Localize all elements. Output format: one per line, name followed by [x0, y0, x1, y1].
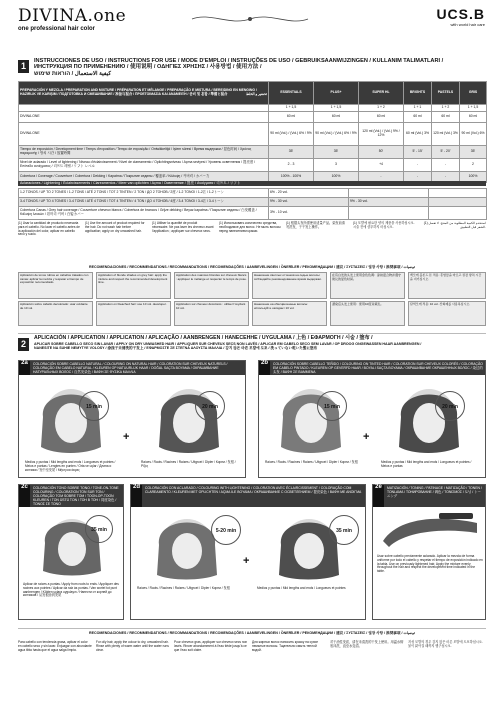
ucs-tagline: with world hair care — [450, 22, 485, 27]
ornament-divider — [190, 10, 310, 28]
table-cell: - — [359, 172, 404, 183]
step-caption: Raíces / Roots / Racines / Raízes / Uitgroei / Dipler / Корни / 发根 — [265, 460, 358, 464]
lightening-band: Aclaraciones / Lightening / Éclaircissements / Clareamentos / Meer van oplichten / Açma / Осветление / 提亮 / Ανοίγματα / 리프트 / リフト — [18, 181, 486, 186]
brand-logo: DIVINA.one — [18, 6, 127, 26]
row-label: DIVINA.ONE — [19, 123, 269, 146]
ratio-cell: 1 + 1,5 — [314, 105, 359, 112]
section-2-title-line3: NANESITE NA SUHIE NEMYTYE VOLOSY / 涂抹于未清洗的干发上 / ΕΦΑΡΜΟΣΤΕ ΣΕ ΣΤΕΓΝΑ ΑΛΟΥΣΤΑ ΜΑΛΛΙΑ / 감지 않은 마른 모발에 도포 / 洗っていない乾いた髪に塗布 — [34, 346, 318, 351]
recommendation-box: Application on bleached hair: use 10 vol. developer. — [96, 301, 171, 326]
table-cell: 100% — [460, 172, 487, 183]
recommendation-box: 백모에 블론드 톤 적용: 혼합물을 바르고 권장 방치 시간을 지키십시오. — [408, 272, 486, 299]
recommendation-box: Нанесение на обесцвеченные волосы: используйте оксидант 10 vol. — [252, 301, 327, 326]
step-caption: Medios y puntas / Mid lengths and ends / Longueurs et pointes — [257, 586, 346, 590]
step-2d-tag: 2d — [131, 485, 142, 507]
table-cell: 60 ml (Vol.) 3% — [404, 123, 432, 146]
hair-illustration — [139, 377, 239, 459]
table-cell: 90 ml (Vol.) / (Vol.) 6% / 9% — [269, 123, 314, 146]
recommendation-box: Нанесение светлых оттенков на седые волосы: соблюдайте рекомендованное время выдержки. — [252, 272, 327, 299]
section-1-title-line3: كيفية الاستعمال / הוראות שימוש — [34, 70, 112, 77]
recommendation-box: Application of blonde shades on grey hair: apply the mixture and respect the recommended development time. — [96, 272, 171, 299]
table-cell: 90 ml (Vol.) / (Vol.) 6% / 9% — [314, 123, 359, 146]
footer-text: For oily hair, apply the colour to dry, unwashed hair. Rinse with plenty of warm water until the water runs clear. — [96, 640, 169, 652]
step-2e-panel — [372, 484, 486, 620]
footer-text: Pour cheveux gras, appliquer sur cheveux secs non lavés. Rincer abondamment à l'eau tiède jusqu'à ce que l'eau soit claire. — [174, 640, 248, 652]
recommendations-grid — [18, 272, 486, 328]
table-cell: 100% — [314, 172, 359, 183]
table-row — [19, 159, 487, 172]
table-row — [19, 146, 487, 159]
table-cell: 100% - 100% — [269, 172, 314, 183]
table-row — [19, 189, 487, 198]
recommendation-box: Aplicación sobre cabello decolorado: usar oxidante de 10 vol. — [18, 301, 93, 326]
plus-icon: + — [363, 431, 370, 443]
table-cell: - — [404, 159, 432, 172]
step-2b-header: 2b COLORACIÓN SOBRE CABELLO TEÑIDO / COLOURING ON TINTED HAIR / COLORATION SUR CHEVEUX COLORÉS / COLORAÇÃO EM CABELO PINTADO / KLEUREN OP GEVERFD HAAR / BOYALI SAÇTA BOYAMA / ОКРАШИВАНИЕ ОКРАШЕННЫХ ВОЛОС / 染过的头发 / ΒΑΦΗ ΣΕ ΒΑΜΜΕΝΑ — [259, 361, 485, 375]
row-label: 1-2 TONOS / UP TO 2 TONES / 1-2 TONS / ATÉ 2 TONS / TOT 2 TINTEN / 2 TON / ДО 2 ТОНОВ / 2度 / 1-2 ΤΟΝΟΙ / 1-2톤 / 1-2トーン — [19, 189, 269, 198]
note-text: (1) استخدم الكمية المطلوبة من المنتج. لا تغسل الشعر قبل التطبيق. — [423, 221, 486, 229]
step-caption: Raíces / Roots / Racines / Raízes / Uitgroei / Dipler / Корни / 发根 / Ρίζες — [141, 460, 236, 468]
brand-tagline: one professional hair color — [18, 26, 96, 32]
step-caption: Medios y puntas / Mid lengths and ends / Longueurs et pointes / Meios e pontas / Lengtes en punten / Orta ve uçlar / Длина и кончики / 发中至发尾 / Μήκη και άκρες — [25, 460, 116, 472]
section-1-title-line1: INSTRUCCIONES DE USO / INSTRUCTIONS FOR USE / MODE D'EMPLOI / INSTRUÇÕES DE USO / GEBRUIKSAANWIJZINGEN / KULLANIM TALIMATLARI / — [34, 58, 444, 64]
row-label: DIVINA.ONE — [19, 112, 269, 123]
table-row — [19, 198, 487, 207]
step-2e-tag: 2e — [373, 485, 384, 507]
table-cell: 90 ml (Vol.) 6% — [460, 123, 487, 146]
column-header: PLUS+ — [314, 82, 359, 105]
table-cell: - — [432, 159, 460, 172]
recommendation-box: Aplicación de tonos rubios en cabellos tratados con canas: aplicar la mezcla y respetar el tiempo de exposición recomendado. — [18, 272, 93, 299]
recommendation-box: 在有白发的头发上使用金色色调：涂抹混合物并遵守建议的显色时间。 — [330, 272, 405, 299]
recommendation-box: Application sur cheveux décolorés : utiliser l'oxydant 10 vol. — [174, 301, 249, 326]
footer-text: 지성 모발의 경우 감지 않은 마른 모발에 도포하십시오. 물이 맑아질 때까지 헹구십시오. — [408, 640, 483, 648]
footer-text: 对于油性发质，请在未清洗的干发上使用。用温水彻底冲洗，直至水变清。 — [330, 640, 404, 648]
timer-stamp: 35 min — [85, 515, 113, 543]
hair-illustration — [25, 377, 117, 459]
row-label: Nivel de aclarado / Level of lightening / Niveau d'éclaircissement / Nível de clareamento / Oplichtingsniveau / Açma seviyesi / Уровень осветления / 提亮度 / Επίπεδο ανοίγματος / 리프트 레벨 / リフト レベル — [19, 159, 269, 172]
hair-illustration — [379, 511, 481, 551]
note-text: (1) Utiliser la quantité de produit nécessaire. Ne pas laver les cheveux avant l'application ; appliquer sur cheveux secs. — [152, 221, 214, 233]
recommendation-box: Application des nuances blondes sur cheveux blancs : appliquer le mélange et respecter le temps de pose. — [174, 272, 249, 299]
row-label: Cobertura Canas / Grey hair coverage / Couverture cheveux blancs / Cobertura de brancos / Grijze dekking / Beyaz kapatma / Покрытие седины / 白发覆盖 / Κάλυψη λευκών / 흰머리 커버 / 白髪カバー — [19, 207, 269, 220]
step-2b-tag: 2b — [259, 361, 270, 375]
table-cell: 6% - 20 vol. — [269, 189, 349, 198]
ratio-cell: 1 + 2 — [432, 105, 460, 112]
table-cell: 60 ml — [359, 112, 404, 123]
step-2a-tag: 2a — [19, 361, 30, 375]
recommendation-box: 漂染后头发上使用：使用10度双氧乳。 — [330, 301, 405, 326]
step-2c-header: 2c COLORACIÓN TONO SOBRE TONO / TONE-ON-TONE COLOURING / COLORATION TON SUR TON / COLORAÇÃO TOM SOBRE TOM / TOON-OP-TOON KLEUREN / TON ÜSTÜ TON / ТОН В ТОН / 同度染色 / ΤΟΝΟΣ ΣΕ ΤΟΝΟ — [19, 485, 123, 507]
row-label: Cobertura / Coverage / Couverture / Cobertura / Dekking / Kapatma / Покрытие седины / 覆盖率 / Κάλυψη / 커버력 / カバー力 — [19, 172, 269, 183]
column-header: ESSENTIALS — [269, 82, 314, 105]
section-1-title — [34, 58, 489, 77]
step-2c-tag: 2c — [19, 485, 30, 507]
divider — [18, 333, 486, 334]
table-header-label: PREPARACIÓN Y MEZCLA / PREPARATION AND MIXTURE / PRÉPARATION ET MÉLANGE / PREPARAÇÃO E MISTURA / BEREIDING EN MENGING / HAZIRLIK VE KARIŞIM / ПОДГОТОВКА И СМЕШИВАНИЕ / 准备与混合 / ΠΡΟΕΤΟΙΜΑΣΙΑ ΚΑΙ ΑΝΑΜΕΙΞΗ / 준비 및 혼합 / 準備と混合 تحضير و الخلط — [19, 82, 269, 105]
table-cell: 60 ml — [432, 112, 460, 123]
table-cell: 35' — [269, 146, 314, 159]
table-cell: 120 ml (Vol.) 3% — [432, 123, 460, 146]
step-2e-header: 2e MATIZACIÓN / TONING / PATINAGE / MATIZAÇÃO / TONEN / TONLAMA / ТОНИРОВАНИЕ / 调色 / ΤΟΝΙΣΜΟΣ / 토닝 / トーニング — [373, 485, 485, 507]
step-caption: Usar sobre cabello previamente aclarado. Aplicar la mezcla de forma uniforme por todo el cabello y respetar el tiempo de exposición indicado en la tabla. Use on previously lightened hair. Apply the mixture evenly throughout the hair and respect the development time indicated in the table. — [377, 554, 483, 574]
table-cell: - — [404, 172, 432, 183]
table-cell: 9% - 30 vol. — [349, 198, 429, 207]
section-1-number: 1 — [18, 60, 29, 73]
note-text: (1) Use the amount of product required for the hair. Do not wash hair before application; apply on dry unwashed hair. — [85, 221, 145, 233]
footer-recommendations-bar: RECOMENDACIONES / RECOMMENDATIONS / RECOMMANDATIONS / RECOMENDAÇÕES / AANBEVELINGEN / ÖNERİLER / РЕКОМЕНДАЦИИ / 建议 / ΣΥΣΤΑΣΕΙΣ / 권장 사항 / 推奨事項 / توصيات — [89, 631, 415, 635]
table-cell: 5' - 15' — [404, 146, 432, 159]
section-1-title-line2: ИНСТРУКЦИЯ ПО ПРИМЕНЕНИЮ / 使用说明 / ΟΔΗΓΙΕΣ ΧΡΗΣΗΣ / 사용방법 / 使用方法 / — [34, 64, 262, 71]
ratio-row — [19, 105, 487, 112]
footer-text: Para cabello con tendencia grasa, aplicar el color en cabello seco y sin lavar. Enjuagar con abundante agua tibia hasta que el agua salga limpia. — [18, 640, 92, 652]
ratio-cell: 1 + 1,5 — [269, 105, 314, 112]
step-2d-header: 2d COLORACIÓN CON ACLARADO / COLOURING WITH LIGHTENING / COLORATION AVEC ÉCLAIRCISSEMENT / COLORAÇÃO COM CLAREAMENTO / KLEUREN MET OPLICHTEN / AÇMA İLE BOYAMA / ОКРАШИВАНИЕ С ОСВЕТЛЕНИЕМ / 提亮染色 / ΒΑΦΗ ΜΕ ΑΝΟΙΓΜΑ — [131, 485, 365, 507]
table-cell: - — [432, 172, 460, 183]
table-row — [19, 123, 487, 146]
section-2-title-line2: APLICAR SOBRE CABELLO SECO SIN LAVAR / APPLY ON DRY UNWASHED HAIR / APPLIQUER SUR CHEVEUX SECS NON LAVÉS / APLICAR EM CABELO SECO SEM LAVAR / OP DROOG ONGEWASSEN HAAR AANBRENGEN / — [34, 341, 422, 346]
footer-text-grid — [18, 641, 486, 711]
step-caption: Medios y puntas / Mid lengths and ends / Longueurs et pointes / Meios e pontas — [381, 460, 472, 468]
ratio-cell: 1 + 2 — [359, 105, 404, 112]
step-2b-panel — [258, 360, 486, 478]
ucs-logo: UCS.B — [436, 6, 485, 22]
step-2a-panel — [18, 360, 246, 478]
footer-text: Для жирных волос наносить краску на сухие немытые волосы. Тщательно смыть теплой водой. — [252, 640, 318, 652]
section-2-title — [34, 336, 489, 351]
table-row — [19, 207, 487, 220]
step-2d-panel — [130, 484, 366, 620]
table-cell: 3 — [314, 159, 359, 172]
timer-stamp: 20 min — [195, 391, 225, 421]
hair-illustration — [379, 377, 479, 459]
table-cell: +4 — [359, 159, 404, 172]
table-cell: 2 - 3 — [269, 159, 314, 172]
notes-section — [18, 222, 486, 258]
table-cell: 35' — [314, 146, 359, 159]
timer-stamp: 5-20 min — [211, 515, 241, 545]
table-cell: 9% - 30 vol. — [269, 198, 349, 207]
column-header: SUPER HL — [359, 82, 404, 105]
table-cell: 60 ml — [460, 112, 487, 123]
plus-icon: + — [123, 431, 130, 443]
note-text: (1) 根据头发所需使用适量产品。染发前请勿洗发，于干发上操作。 — [286, 221, 345, 229]
table-cell: 5' - 20' — [432, 146, 460, 159]
row-label: Tiempo de exposición / Development time / Temps d'exposition / Tempo de exposição / Ontwikkeltijd / İşlem süresi / Время выдержки / 显色时间 / Χρόνος παραμονής / 방치 시간 / 放置時間 — [19, 146, 269, 159]
table-cell: 2 — [460, 159, 487, 172]
table-row — [19, 112, 487, 123]
divider — [18, 628, 486, 629]
timer-stamp: 20 min — [435, 391, 465, 421]
table-cell: 3% - 10 vol. — [269, 207, 349, 220]
table-cell: 60 ml — [269, 112, 314, 123]
step-2c-panel — [18, 484, 124, 620]
table-cell: 60 ml — [404, 112, 432, 123]
section-2-number: 2 — [18, 338, 29, 351]
note-text: (1) Usar la cantidad de producto necesaria para el cabello. No lavar el cabello antes de la aplicación del color, aplicar en cabello seco y sucio. — [18, 221, 80, 237]
section-2-title-line1: APLICACIÓN / APPLICATION / APPLICATION / APLICAÇÃO / AANBRENGEN / HANECEHHE / UYGULAMA / 上色 / ΕΦΑΡΜΟΓΗ / 시술 / 塗布 / — [34, 335, 373, 341]
note-text: (1) Использовать количество средства, необходимое для волос. Не мыть волосы перед нанесением краски. — [219, 221, 281, 233]
recommendations-bar: RECOMENDACIONES / RECOMMENDATIONS / RECOMMANDATIONS / RECOMENDAÇÕES / AANBEVELINGEN / ÖNERİLER / РЕКОМЕНДАЦИИ / 建议 / ΣΥΣΤΑΣΕΙΣ / 권장 사항 / 推奨事項 / توصيات — [89, 265, 415, 269]
timer-stamp: 35 min — [329, 515, 359, 545]
column-header: GRIS — [460, 82, 487, 105]
note-text: (1) 모발에 필요한 양의 제품을 사용하십시오. 시술 전에 샴푸하지 마십시오. — [353, 221, 415, 229]
column-header: PASTELS — [432, 82, 460, 105]
table-cell: 120 ml (Vol.) / (Vol.) 9% / 12% — [359, 123, 404, 146]
column-header: BRIGHTS — [404, 82, 432, 105]
ratio-cell: 1 + 1 — [404, 105, 432, 112]
timer-stamp: 15 min — [79, 391, 109, 421]
lightening-table — [18, 188, 487, 220]
mixing-table — [18, 81, 487, 183]
timer-stamp: 15 min — [317, 391, 347, 421]
plus-icon: + — [243, 555, 250, 567]
step-caption: Raíces / Roots / Racines / Raízes / Uitgroei / Dipler / Корни / 发根 — [137, 586, 230, 590]
step-caption: Aplicar de raíces a puntas / Apply from roots to ends / Appliquer des racines aux pointes / Aplicar da raiz às pontas / Van wortel tot punt aanbrengen / Kökten uçlara uygulayın / Нанести от корней до кончиков / 从发根涂到发尾 — [23, 582, 119, 598]
step-2a-header: 2a COLORACIÓN SOBRE CABELLO NATURAL / COLOURING ON NATURAL HAIR / COLORATION SUR CHEVEUX NATURELS / COLORAÇÃO EM CABELO NATURAL / KLEUREN OP NATUURLIJK HAAR / DOĞAL SAÇTA BOYAMA / ОКРАШИВАНИЕ НАТУРАЛЬНЫХ ВОЛОС / 自然发染色 / ΒΑΦΗ ΣΕ ΦΥΣΙΚΑ ΜΑΛΛΙΑ — [19, 361, 245, 375]
recommendation-box: 탈색모에 적용: 10 vol. 산화제를 사용하십시오. — [408, 301, 486, 326]
table-cell: 60 ml — [314, 112, 359, 123]
ratio-cell: 1 + 1,5 — [460, 105, 487, 112]
row-label: 3-4 TONOS / UP TO 4 TONES / 3-4 TONS / ATÉ 4 TONS / TOT 4 TINTEN / 4 TON / ДО 4 ТОНОВ / 4度 / 3-4 ΤΟΝΟΙ / 3-4톤 / 3-4トーン — [19, 198, 269, 207]
table-cell: 35' — [460, 146, 487, 159]
hair-illustration — [265, 377, 357, 459]
table-header-row — [19, 82, 487, 105]
table-cell: 50' — [359, 146, 404, 159]
